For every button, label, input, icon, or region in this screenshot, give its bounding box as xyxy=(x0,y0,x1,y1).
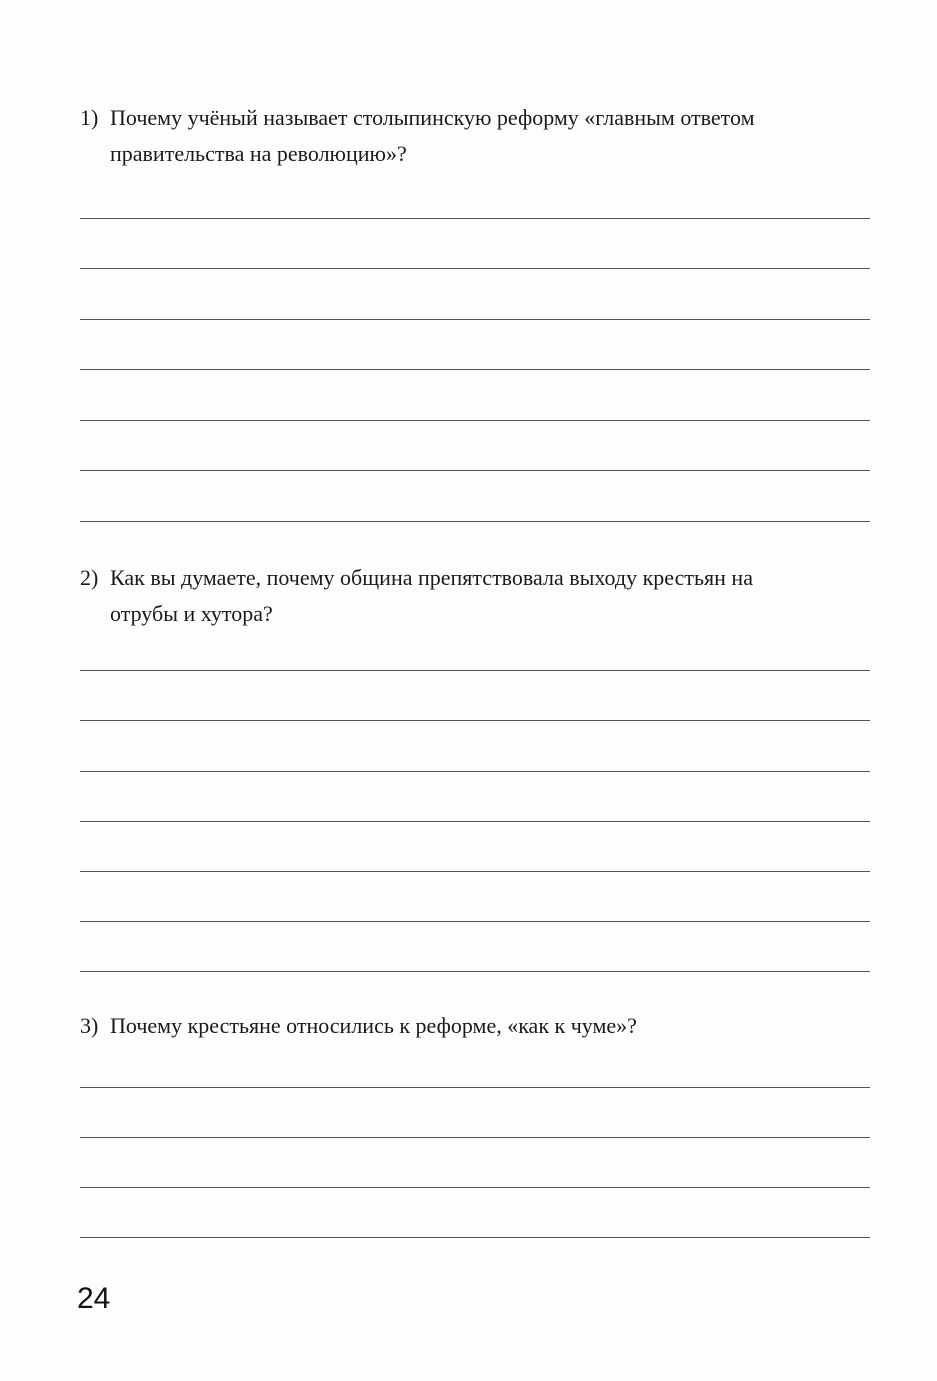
page-number: 24 xyxy=(77,1282,111,1315)
question-2-text-line1: Как вы думаете, почему община препятствовала выходу крестьян на xyxy=(110,565,753,590)
answer-line[interactable] xyxy=(80,1187,870,1188)
question-2 xyxy=(80,560,880,632)
answer-line[interactable] xyxy=(80,670,870,671)
question-3-number: 3) xyxy=(80,1013,99,1038)
question-2-first-line xyxy=(80,560,880,596)
question-2-number: 2) xyxy=(80,565,99,590)
answer-line[interactable] xyxy=(80,521,870,522)
answer-line[interactable] xyxy=(80,821,870,822)
answer-line[interactable] xyxy=(80,871,870,872)
question-1-text-line2: правительства на революцию»? xyxy=(110,141,407,166)
answer-line[interactable] xyxy=(80,720,870,721)
answer-line[interactable] xyxy=(80,771,870,772)
answer-line[interactable] xyxy=(80,921,870,922)
answer-line[interactable] xyxy=(80,218,870,219)
question-1 xyxy=(80,100,880,172)
question-3-first-line xyxy=(80,1008,880,1044)
answer-line[interactable] xyxy=(80,319,870,320)
answer-line[interactable] xyxy=(80,420,870,421)
answer-line[interactable] xyxy=(80,268,870,269)
question-1-number: 1) xyxy=(80,105,99,130)
question-1-first-line xyxy=(80,100,880,136)
answer-line[interactable] xyxy=(80,1137,870,1138)
answer-line[interactable] xyxy=(80,470,870,471)
question-2-text-line2: отрубы и хутора? xyxy=(110,601,273,626)
answer-line[interactable] xyxy=(80,369,870,370)
answer-line[interactable] xyxy=(80,971,870,972)
question-3-text-line1: Почему крестьяне относились к реформе, «как к чуме»? xyxy=(110,1013,637,1038)
question-1-text-line1: Почему учёный называет столыпинскую реформу «главным ответом xyxy=(110,105,755,130)
answer-line[interactable] xyxy=(80,1087,870,1088)
question-3 xyxy=(80,1008,880,1044)
answer-line[interactable] xyxy=(80,1237,870,1238)
